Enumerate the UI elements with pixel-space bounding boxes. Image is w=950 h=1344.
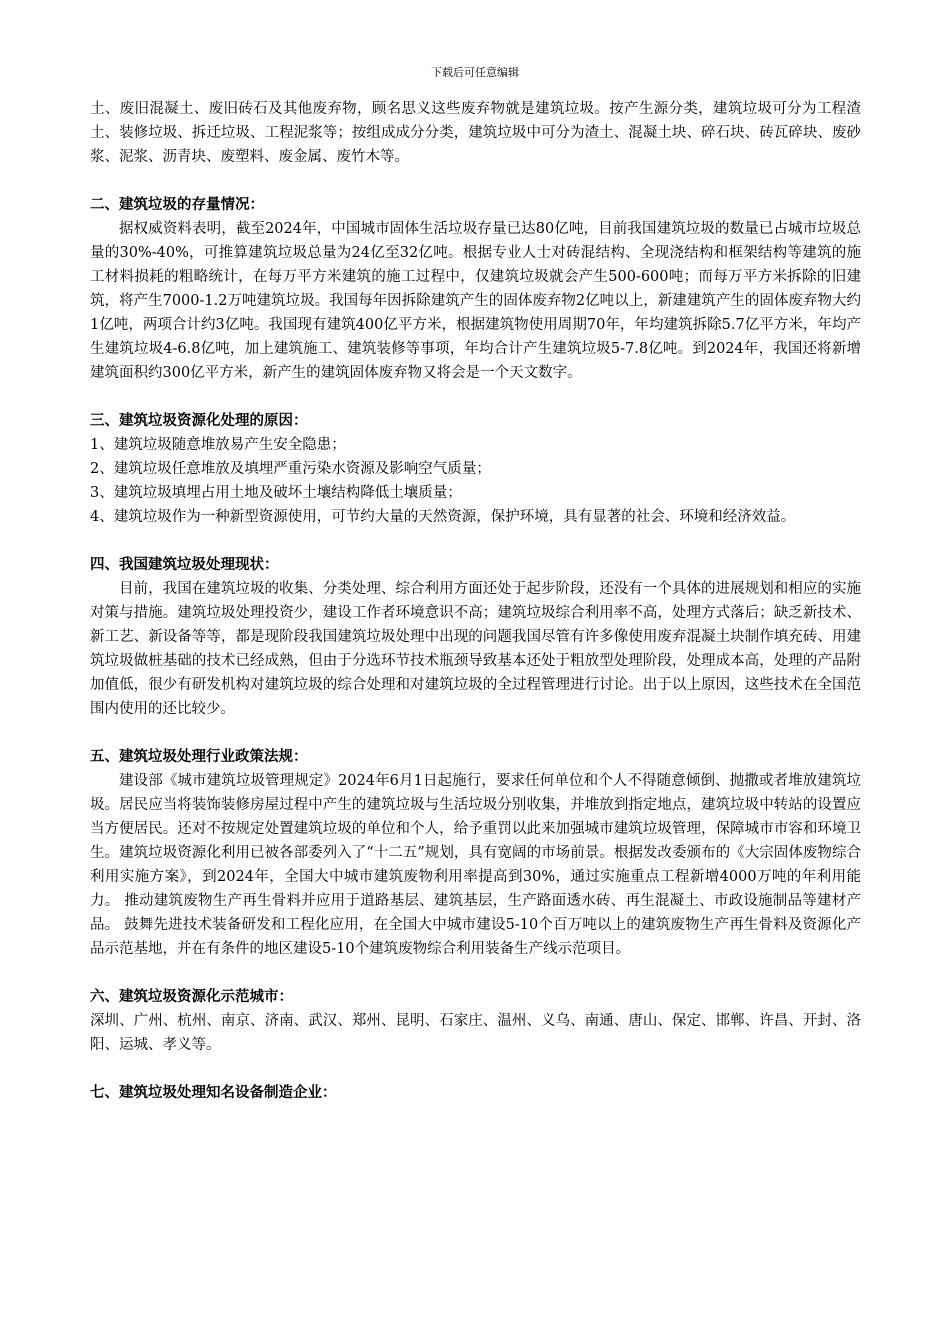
section-heading-manufacturers: 七、建筑垃圾处理知名设备制造企业： <box>90 1084 337 1101</box>
section-heading-reasons: 三、建筑垃圾资源化处理的原因： <box>90 412 308 429</box>
section-heading-cities: 六、建筑垃圾资源化示范城市： <box>90 988 293 1005</box>
section-body-cities: 深圳、广州、杭州、南京、济南、武汉、郑州、昆明、石家庄、温州、义乌、南通、唐山、保定、邯郸、许昌、开封、洛阳、运城、孝义等。 <box>90 1013 861 1053</box>
page-header: 下载后可任意编辑 <box>431 66 519 79</box>
reason-item-3: 3、建筑垃圾填埋占用土地及破坏土壤结构降低土壤质量； <box>90 485 462 501</box>
section-body-storage: 据权威资料表明，截至2024年，中国城市固体生活垃圾存量已达80亿吨，目前我国建筑垃圾的数量已占城市垃圾总量的30%-40%，可推算建筑垃圾总量为24亿至32亿吨。根据专业人士对砖混结构、全现浇结构和框架结构等建筑的施工材料损耗的粗略统计，在每万平方米建筑的施工过程中，仅建筑垃圾就会产生500-600吨；而每万平方米拆除的旧建筑，将产生7000-1.2万吨建筑垃圾。我国每年因拆除建筑产生的固体废弃物2亿吨以上，新建建筑产生的固体废弃物大约1亿吨，两项合计约3亿吨。我国现有建筑400亿平方米，根据建筑物使用周期70年，年均建筑拆除5.7亿平方米，年均产生建筑垃圾4-6.8亿吨，加上建筑施工、建筑装修等事项，年均合计产生建筑垃圾5-7.8亿吨。到2024年，我国还将新增建筑面积约300亿平方米，新产生的建筑固体废弃物又将会是一个天文数字。 <box>90 221 861 381</box>
section-heading-policy: 五、建筑垃圾处理行业政策法规： <box>90 748 308 765</box>
section-body-policy: 建设部《城市建筑垃圾管理规定》2024年6月1日起施行，要求任何单位和个人不得随意倾倒、抛撒或者堆放建筑垃圾。居民应当将装饰装修房屋过程中产生的建筑垃圾与生活垃圾分别收集，并堆放到指定地点，建筑垃圾中转站的设置应当方便居民。还对不按规定处置建筑垃圾的单位和个人，给予重罚以此来加强城市建筑垃圾管理，保障城市市容和环境卫生。建筑垃圾资源化利用已被各部委列入了“十二五”规划，具有宽阔的市场前景。根据发改委颁布的《大宗固体废物综合利用实施方案》，到2024年，全国大中城市建筑废物利用率提高到30%，通过实施重点工程新增4000万吨的年利用能力。 推动建筑废物生产再生骨料并应用于道路基层、建筑基层，生产路面透水砖、再生混凝土、市政设施制品等建材产品。 鼓舞先进技术装备研发和工程化应用，在全国大中城市建设5-10个百万吨以上的建筑废物生产再生骨料及资源化产品示范基地，并在有条件的地区建设5-10个建筑废物综合利用装备生产线示范项目。 <box>90 773 861 957</box>
section-heading-storage: 二、建筑垃圾的存量情况： <box>90 196 264 213</box>
reason-item-4: 4、建筑垃圾作为一种新型资源使用，可节约大量的天然资源，保护环境，具有显著的社会、环境和经济效益。 <box>90 509 796 525</box>
document-body <box>90 97 861 1105</box>
section-body-status: 目前，我国在建筑垃圾的收集、分类处理、综合利用方面还处于起步阶段，还没有一个具体的进展规划和相应的实施对策与措施。建筑垃圾处理投资少，建设工作者环境意识不高；建筑垃圾综合利用率不高，处理方式落后；缺乏新技术、新工艺、新设备等等，都是现阶段我国建筑垃圾处理中出现的问题我国尽管有许多像使用废弃混凝土块制作填充砖、用建筑垃圾做桩基础的技术已经成熟，但由于分选环节技术瓶颈导致基本还处于粗放型处理阶段，处理成本高，处理的产品附加值低，很少有研发机构对建筑垃圾的综合处理和对建筑垃圾的全过程管理进行讨论。出于以上原因，这些技术在全国范围内使用的还比较少。 <box>90 581 861 717</box>
reason-item-2: 2、建筑垃圾任意堆放及填埋严重污染水资源及影响空气质量； <box>90 461 491 477</box>
section-heading-status: 四、我国建筑垃圾处理现状： <box>90 556 279 573</box>
reason-item-1: 1、建筑垃圾随意堆放易产生安全隐患； <box>90 437 346 453</box>
intro-paragraph: 土、废旧混凝土、废旧砖石及其他废弃物，顾名思义这些废弃物就是建筑垃圾。按产生源分类，建筑垃圾可分为工程渣土、装修垃圾、拆迁垃圾、工程泥浆等；按组成成分分类，建筑垃圾中可分为渣土、混凝土块、碎石块、砖瓦碎块、废砂浆、泥浆、沥青块、废塑料、废金属、废竹木等。 <box>90 101 861 165</box>
